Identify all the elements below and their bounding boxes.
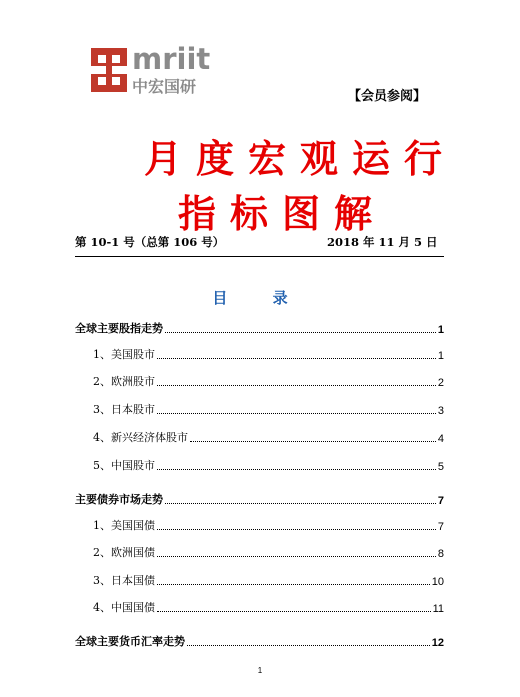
toc-section-entry[interactable] [75,320,444,336]
toc-entry-page: 4 [437,433,444,445]
toc-subsection-entry[interactable] [93,572,444,588]
toc-dot-leader [190,440,436,442]
toc-entry-page: 10 [431,576,444,588]
toc-dot-leader [157,555,436,557]
toc-dot-leader [157,412,436,414]
toc-dot-leader [157,357,436,359]
toc-dot-leader [157,384,436,386]
toc-entry-page: 3 [437,405,444,417]
toc-entry-title: 全球主要股指走势 [75,322,163,335]
toc-subsection-entry[interactable] [93,346,444,362]
toc-entry-title: 1、美国股市 [93,348,155,361]
toc-entry-title: 主要债券市场走势 [75,493,163,506]
toc-heading: 目 录 [212,289,308,307]
toc-entry-page: 1 [437,324,444,336]
toc-entry-title: 3、日本股市 [93,403,155,416]
toc-subsection-entry[interactable] [93,517,444,533]
title-line-1: 月度宏观运行 [143,136,456,181]
header-rule [75,256,444,257]
toc-entry-title: 1、美国国债 [93,519,155,532]
issue-date: 2018 年 11 月 5 日 [327,235,438,249]
toc-dot-leader [165,331,436,333]
toc-entry-page: 5 [437,461,444,473]
toc-entry-title: 全球主要货币汇率走势 [75,635,185,648]
logo-mark-icon [88,46,130,94]
toc-dot-leader [157,610,431,612]
toc-entry-page: 2 [437,377,444,389]
toc-entry-title: 4、中国国债 [93,601,155,614]
toc-dot-leader [165,502,436,504]
page-number: 1 [257,666,263,675]
toc-subsection-entry[interactable] [93,457,444,473]
toc-entry-title: 4、新兴经济体股市 [93,431,188,444]
toc-subsection-entry[interactable] [93,373,444,389]
toc-section-entry[interactable] [75,633,444,649]
toc-entry-page: 8 [437,548,444,560]
toc-subsection-entry[interactable] [93,599,444,615]
toc-dot-leader [157,528,436,530]
logo-text-en: mriit [132,42,211,76]
member-tag: 【会员参阅】 [348,89,427,104]
toc-entry-title: 3、日本国债 [93,574,155,587]
toc-subsection-entry[interactable] [93,429,444,445]
toc-entry-title: 2、欧洲国债 [93,546,155,559]
toc-entry-title: 2、欧洲股市 [93,375,155,388]
issue-number: 第 10-1 号（总第 106 号） [75,235,225,249]
toc-dot-leader [157,583,430,585]
toc-dot-leader [187,644,430,646]
toc-section-entry[interactable] [75,491,444,507]
toc-entry-page: 1 [437,350,444,362]
toc-subsection-entry[interactable] [93,401,444,417]
toc-entry-page: 7 [437,521,444,533]
logo-text-cn: 中宏国研 [132,77,197,96]
toc-entry-page: 12 [431,637,444,649]
toc-entry-page: 11 [432,603,444,615]
title-line-2: 指标图解 [177,191,386,236]
toc-subsection-entry[interactable] [93,544,444,560]
toc-entry-title: 5、中国股市 [93,459,155,472]
mriit-logo [88,42,211,96]
toc-entry-page: 7 [437,495,444,507]
toc-dot-leader [157,468,436,470]
